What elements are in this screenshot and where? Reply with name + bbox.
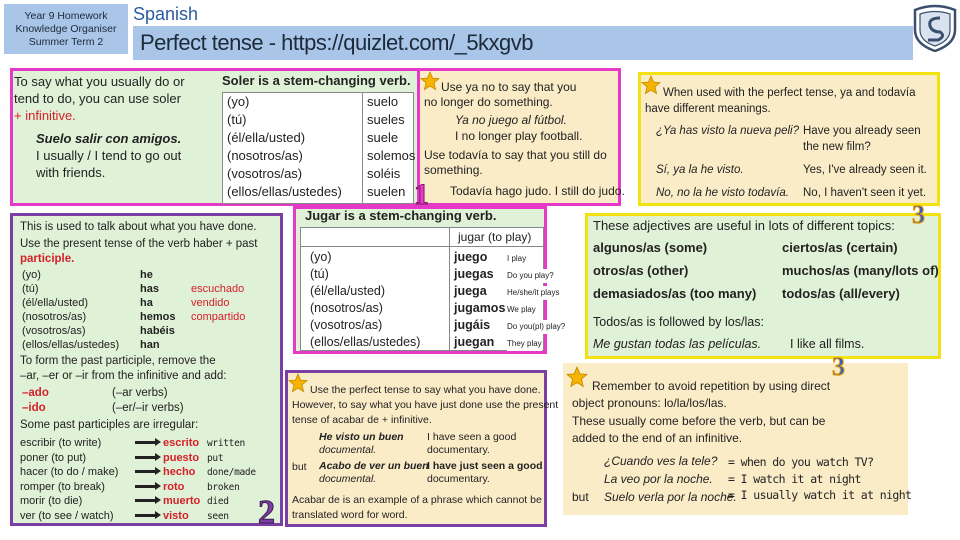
acabar-example-1-es (319, 431, 404, 457)
arrow-head (155, 482, 161, 490)
jugar-column-head: jugar (to play) (458, 230, 532, 244)
ending: –ado (22, 387, 49, 399)
arrow-head (155, 511, 161, 519)
irregular-infinitive: hacer (to do / make) (20, 466, 119, 479)
meanings-english: No, I haven't seen it yet. (803, 187, 927, 199)
arrow-right-icon (135, 499, 157, 502)
irregular-translation: put (207, 452, 224, 464)
arrow-right-icon (135, 514, 157, 517)
irregular-participle: visto (163, 510, 189, 522)
perfect-pronoun: (yo) (22, 269, 41, 281)
soler-pronoun: (tú) (227, 112, 247, 127)
perfect-pronoun: (tú) (22, 283, 39, 295)
jugar-form: juegan (454, 335, 495, 349)
soler-example (36, 130, 181, 181)
header-line-2: Knowledge Organiser (15, 23, 117, 35)
acabar-ex2-en-2: documentary. (427, 473, 490, 485)
adjective-left: algunos/as (some) (593, 240, 708, 255)
star-icon (288, 373, 308, 393)
ya-no-example-es: Ya no juego al fútbol. (455, 113, 567, 127)
irregular-translation: broken (207, 481, 240, 493)
irregular-translation: written (207, 438, 245, 449)
perfect-pronoun: (él/ella/usted) (22, 297, 89, 309)
jugar-pronoun: (nosotros/as) (310, 301, 383, 315)
irregular-translation: done/made (207, 467, 256, 479)
acabar-but: but (292, 461, 307, 473)
meanings-english: Have you already seen (803, 125, 921, 137)
haber-form: hemos (140, 311, 176, 323)
meanings-spanish: ¿Ya has visto la nueva peli? (656, 125, 799, 137)
haber-form: han (140, 339, 160, 351)
irregular-infinitive: poner (to put) (20, 451, 87, 464)
perfect-line-1: This is used to talk about what you have done. (20, 221, 257, 233)
soler-example-en-2: with friends. (36, 165, 106, 180)
jugar-translation: They play (507, 337, 542, 351)
irregular-translation: died (207, 496, 229, 508)
irregular-participle: escrito (163, 437, 200, 449)
jugar-translation: We play (507, 303, 536, 317)
irregular-participle: puesto (163, 451, 200, 464)
soler-intro-2: tend to do, you can use soler (14, 91, 181, 106)
jugar-pronoun: (yo) (310, 250, 332, 264)
badge-one: 1 (414, 178, 429, 211)
jugar-heading: Jugar is a stem-changing verb. (305, 208, 497, 223)
irregular-participle: hecho (163, 466, 196, 479)
perfect-line-3: participle. (20, 253, 75, 265)
irregular-infinitive: ver (to see / watch) (20, 510, 114, 522)
irregular-infinitive: morir (to die) (20, 495, 83, 508)
arrow-head (155, 496, 161, 504)
soler-intro-1: To say what you usually do or (14, 74, 185, 89)
perfect-rule-1: To form the past participle, remove the (20, 355, 216, 367)
perfect-pronoun: (ellos/ellas/ustedes) (22, 339, 120, 351)
adjective-left: demasiados/as (too many) (593, 286, 757, 301)
haber-form: has (140, 283, 159, 295)
perfect-line-2: Use the present tense of the verb haber + past (20, 238, 258, 250)
jugar-form: juega (454, 284, 487, 298)
adjective-left: otros/as (other) (593, 263, 689, 278)
adjectives-example-en: I like all films. (790, 337, 865, 351)
pronouns-translation-1: = when do you watch TV? (728, 455, 874, 469)
participle-example: compartido (191, 311, 246, 323)
perfect-pronoun: (vosotros/as) (22, 325, 86, 337)
acabar-ex2-en-1: I have just seen a good (427, 460, 543, 472)
jugar-form: jugáis (454, 318, 491, 332)
soler-example-en-1: I usually / I tend to go out (36, 148, 182, 163)
irregular-intro: Some past participles are irregular: (20, 419, 199, 431)
irregular-participle: muerto (163, 495, 201, 508)
pronouns-line-1: Remember to avoid repetition by using direct (592, 379, 831, 393)
soler-form: suelo (367, 94, 399, 109)
acabar-ex1-en-2: documentary. (427, 444, 490, 456)
soler-intro-3: + infinitive. (14, 108, 76, 123)
soler-pronoun: (él/ella/usted) (227, 130, 306, 145)
jugar-form: juegas (454, 267, 494, 281)
pronouns-but: but (572, 490, 589, 504)
adjective-right: ciertos/as (certain) (782, 240, 898, 255)
meanings-spanish: Sí, ya la he visto. (656, 164, 744, 176)
arrow-right-icon (135, 456, 157, 459)
participle-example: vendido (191, 297, 230, 309)
soler-form: suele (367, 130, 399, 145)
irregular-infinitive: romper (to break) (20, 480, 105, 493)
acabar-ex1-es-2: documental. (319, 444, 377, 456)
star-icon (420, 71, 440, 91)
pronouns-example-3: Suelo verla por la noche. (604, 490, 737, 504)
irregular-translation: seen (207, 511, 229, 522)
arrow-head (155, 467, 161, 475)
adjective-right: todos/as (all/every) (782, 286, 900, 301)
header-line-1: Year 9 Homework (24, 10, 108, 22)
todavia-example: Todavía hago judo. I still do judo. (450, 184, 625, 198)
school-shield-logo (912, 4, 958, 52)
acabar-ex2-es-2: documental. (319, 473, 377, 485)
arrow-right-icon (135, 470, 157, 473)
pronouns-example-1: ¿Cuando ves la tele? (604, 454, 718, 468)
pronouns-line-4: added to the end of an infinitive. (572, 431, 743, 445)
acabar-note-2: translated word for word. (292, 509, 408, 521)
jugar-pronoun: (vosotros/as) (310, 318, 383, 332)
acabar-ex1-en-1: I have seen a good (427, 431, 517, 443)
acabar-example-2-en (427, 460, 543, 486)
arrow-right-icon (135, 485, 157, 488)
ending-note: (–ar verbs) (112, 387, 168, 399)
haber-form: he (140, 269, 153, 281)
acabar-ex2-es-1: Acabo de ver un buen (319, 460, 429, 472)
jugar-form: juego (454, 250, 488, 264)
adjectives-todos-rule: Todos/as is followed by los/las: (593, 315, 764, 329)
soler-form: solemos (367, 148, 416, 163)
todavia-line-2: something. (424, 163, 483, 177)
acabar-line-1: Use the perfect tense to say what you have done. (310, 384, 541, 396)
jugar-pronoun: (tú) (310, 267, 329, 281)
haber-form: ha (140, 297, 153, 309)
adjectives-heading: These adjectives are useful in lots of different topics: (593, 218, 895, 233)
subject-title: Spanish (133, 4, 199, 24)
soler-form: suelen (367, 184, 406, 199)
ya-no-example-en: I no longer play football. (455, 129, 583, 143)
badge-three-a: 3 (912, 200, 925, 229)
ya-no-line-1: Use ya no to say that you (441, 80, 577, 94)
page-title: Perfect tense - https://quizlet.com/_5kxgvb (140, 30, 534, 55)
adjectives-example-es: Me gustan todas las películas. (593, 337, 762, 351)
pronouns-example-2: La veo por la noche. (604, 472, 713, 486)
header-line-3: Summer Term 2 (28, 36, 104, 48)
ending: –ido (22, 402, 46, 414)
acabar-example-1-en (427, 431, 516, 457)
star-icon (641, 75, 661, 95)
perfect-rule-2: –ar, –er or –ir from the infinitive and add: (20, 370, 227, 382)
jugar-translation: Do you(pl) play? (507, 320, 565, 334)
header-organiser-info (4, 4, 128, 54)
badge-two: 2 (258, 494, 275, 531)
haber-form: habéis (140, 325, 175, 337)
soler-pronoun: (yo) (227, 94, 250, 109)
jugar-form: jugamos (454, 301, 506, 315)
acabar-note-1: Acabar de is an example of a phrase which cannot be (292, 494, 542, 506)
soler-table (222, 92, 414, 204)
soler-pronoun: (ellos/ellas/ustedes) (227, 184, 342, 199)
arrow-head (155, 453, 161, 461)
perfect-pronoun: (nosotros/as) (22, 311, 87, 323)
arrow-right-icon (135, 441, 157, 444)
meanings-english: Yes, I've already seen it. (803, 164, 927, 176)
todavia-line-1: Use todavía to say that you still do (424, 148, 607, 162)
soler-pronoun: (nosotros/as) (227, 148, 303, 163)
jugar-translation: He/she/it plays (507, 286, 559, 300)
meanings-line-1: When used with the perfect tense, ya and todavía (663, 87, 916, 99)
jugar-translation: Do you play? (507, 269, 554, 283)
meanings-line-2: have different meanings. (645, 103, 771, 115)
irregular-infinitive: escribir (to write) (20, 437, 102, 449)
pronouns-translation-3: = I usually watch it at night (728, 488, 912, 502)
irregular-participle: roto (163, 480, 185, 493)
ending-note: (–er/–ir verbs) (112, 402, 184, 414)
soler-form: sueles (367, 112, 405, 127)
soler-example-es: Suelo salir con amigos. (36, 131, 182, 146)
arrow-head (155, 438, 161, 446)
soler-pronoun: (vosotros/as) (227, 166, 303, 181)
jugar-translation: I play (507, 252, 526, 266)
pronouns-line-3: These usually come before the verb, but can be (572, 414, 826, 428)
star-icon (566, 366, 588, 388)
meanings-spanish: No, no la he visto todavía. (656, 187, 789, 199)
ya-no-line-2: no longer do something. (424, 95, 553, 109)
acabar-example-2-es (319, 460, 429, 486)
adjective-right: muchos/as (many/lots of) (782, 263, 939, 278)
acabar-line-3: tense of acabar de + infinitive. (292, 414, 432, 426)
jugar-pronoun: (él/ella/usted) (310, 284, 386, 298)
soler-form: soléis (367, 166, 401, 181)
soler-intro (14, 73, 185, 124)
pronouns-translation-2: = I watch it at night (728, 472, 861, 486)
badge-three-b: 3 (832, 352, 845, 381)
meanings-english: the new film? (803, 141, 871, 153)
pronouns-line-2: object pronouns: lo/la/los/las. (572, 396, 727, 410)
acabar-line-2: However, to say what you have just done use the present (292, 399, 559, 411)
acabar-ex1-es-1: He visto un buen (319, 431, 404, 443)
soler-table-heading: Soler is a stem-changing verb. (222, 73, 411, 88)
participle-example: escuchado (191, 283, 245, 295)
jugar-pronoun: (ellos/ellas/ustedes) (310, 335, 421, 349)
